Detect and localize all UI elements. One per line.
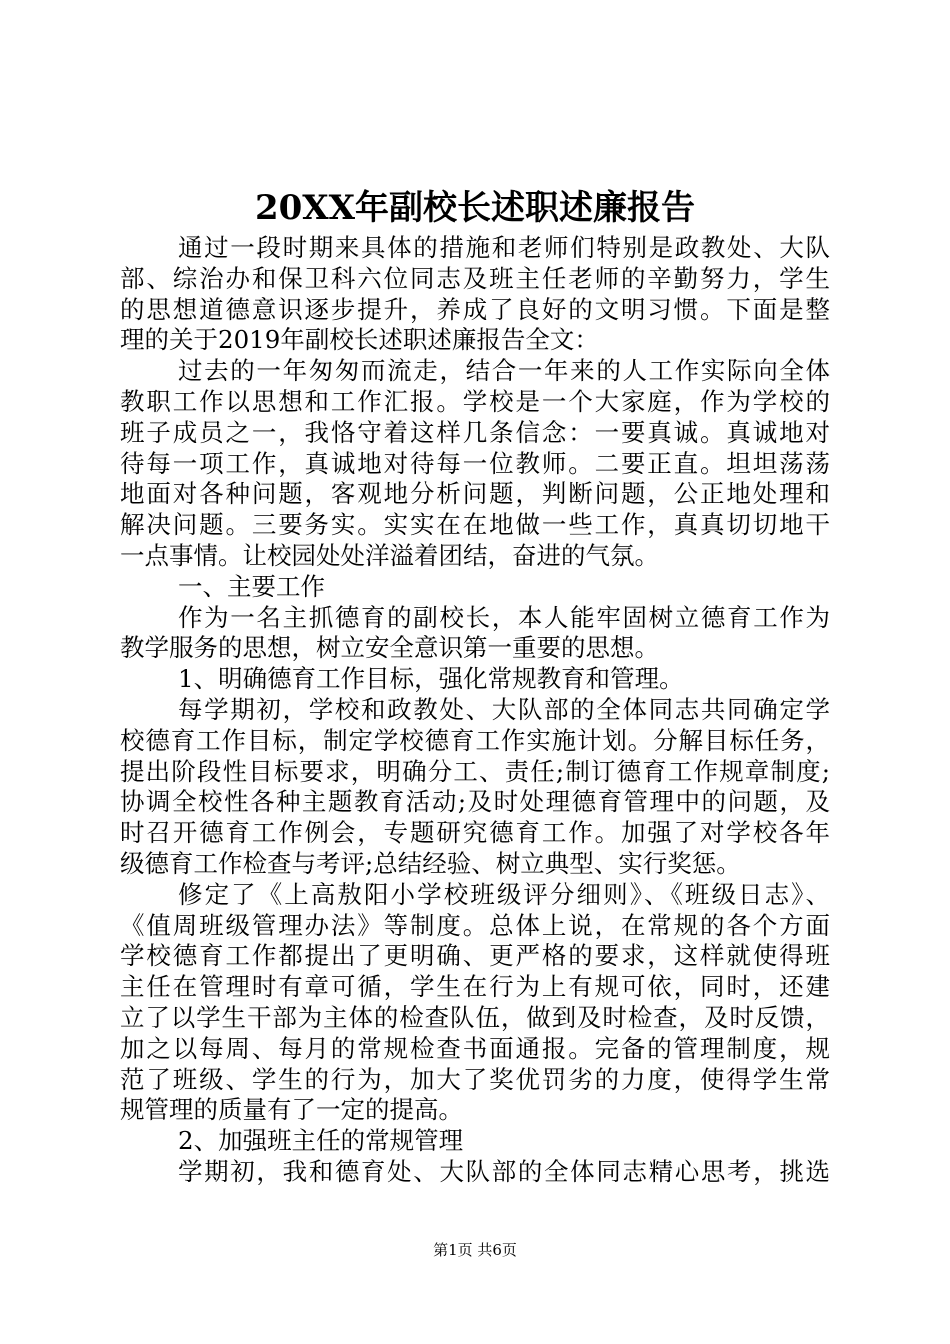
paragraph-line: 待每一项工作，真诚地对待每一位教师。二要正直。坦坦荡荡 (120, 448, 830, 478)
paragraph-line: 校德育工作目标，制定学校德育工作实施计划。分解目标任务， (120, 725, 830, 755)
paragraph-line: 过去的一年匆匆而流走，结合一年来的人工作实际向全体 (178, 356, 830, 386)
paragraph-line: 每学期初，学校和政教处、大队部的全体同志共同确定学 (178, 694, 830, 724)
paragraph-line: 范了班级、学生的行为，加大了奖优罚劣的力度，使得学生常 (120, 1064, 830, 1094)
paragraph-line: 加之以每周、每月的常规检查书面通报。完备的管理制度，规 (120, 1033, 830, 1063)
paragraph-line: 班子成员之一，我恪守着这样几条信念：一要真诚。真诚地对 (120, 417, 830, 447)
page-title: 20XX年副校长述职述廉报告 (254, 188, 696, 228)
paragraph-line: 立了以学生干部为主体的检查队伍，做到及时检查，及时反馈， (120, 1002, 830, 1032)
paragraph-line: 学校德育工作都提出了更明确、更严格的要求，这样就使得班 (120, 941, 830, 971)
paragraph-line: 教学服务的思想，树立安全意识第一重要的思想。 (120, 633, 659, 663)
page-number-footer: 第1页 共6页 (433, 1241, 517, 1259)
paragraph-line: 通过一段时期来具体的措施和老师们特别是政教处、大队 (178, 233, 830, 262)
paragraph-line: 时召开德育工作例会，专题研究德育工作。加强了对学校各年 (120, 818, 830, 848)
paragraph-line: 教职工作以思想和工作汇报。学校是一个大家庭，作为学校的 (120, 386, 830, 416)
paragraph-line: 修定了《上高敖阳小学校班级评分细则》、《班级日志》、 (178, 879, 830, 909)
paragraph-line: 规管理的质量有了一定的提高。 (120, 1095, 463, 1125)
paragraph-line: 《值周班级管理办法》等制度。总体上说，在常规的各个方面 (120, 910, 830, 940)
section-heading: 一、主要工作 (178, 571, 325, 601)
paragraph-line: 的思想道德意识逐步提升，养成了良好的文明习惯。下面是整 (120, 294, 830, 324)
paragraph-line: 理的关于2019年副校长述职述廉报告全文： (120, 325, 599, 355)
paragraph-line: 一点事情。让校园处处洋溢着团结，奋进的气氛。 (120, 540, 659, 570)
paragraph-line: 部、综治办和保卫科六位同志及班主任老师的辛勤努力，学生 (120, 263, 830, 293)
paragraph-line: 解决问题。三要务实。实实在在地做一些工作，真真切切地干 (120, 510, 830, 540)
document-body (120, 233, 830, 1188)
paragraph-line: 提出阶段性目标要求，明确分工、责任;制订德育工作规章制度; (120, 756, 830, 786)
paragraph-line: 级德育工作检查与考评;总结经验、树立典型、实行奖惩。 (120, 848, 741, 878)
paragraph-line: 学期初，我和德育处、大队部的全体同志精心思考，挑选 (178, 1156, 830, 1186)
subsection-heading: 2、加强班主任的常规管理 (178, 1126, 464, 1156)
paragraph-line: 协调全校性各种主题教育活动;及时处理德育管理中的问题，及 (120, 787, 830, 817)
subsection-heading: 1、明确德育工作目标，强化常规教育和管理。 (178, 664, 684, 694)
paragraph-line: 地面对各种问题，客观地分析问题，判断问题，公正地处理和 (120, 479, 830, 509)
paragraph-line: 主任在管理时有章可循，学生在行为上有规可依，同时，还建 (120, 972, 830, 1002)
paragraph-line: 作为一名主抓德育的副校长，本人能牢固树立德育工作为 (178, 602, 830, 632)
